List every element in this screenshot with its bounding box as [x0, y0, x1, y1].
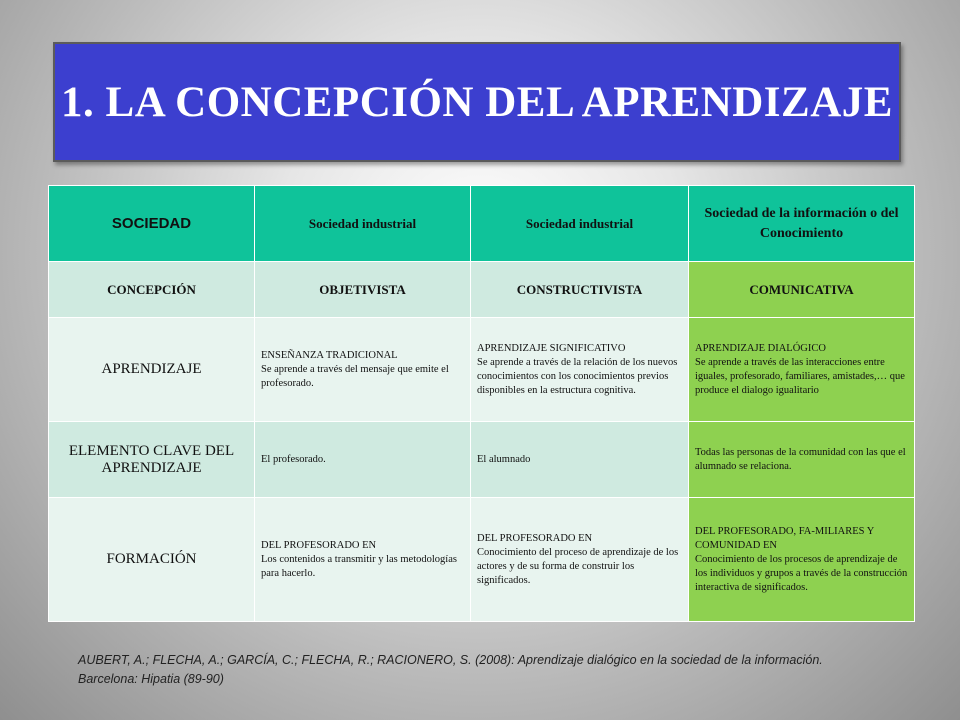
concepcion-table [48, 185, 915, 622]
aprendizaje-constructivista-text: Se aprende a través de la relación de los nuevos conocimientos con los conocimientos previos disponibles en la estructura cognitiva. [477, 356, 678, 396]
aprendizaje-objetivista-text: Se aprende a través del mensaje que emite el profesorado. [261, 363, 449, 389]
aprendizaje-constructivista-heading: APRENDIZAJE SIGNIFICATIVO [477, 342, 626, 354]
citation [78, 651, 938, 689]
aprendizaje-objetivista [255, 318, 471, 422]
formacion-constructivista-text: Conocimiento del proceso de aprendizaje de los actores y de su forma de construir los significados. [477, 546, 679, 586]
elemento-label: ELEMENTO CLAVE DEL APRENDIZAJE [49, 422, 255, 498]
elemento-comunicativa: Todas las personas de la comunidad con las que el alumnado se relaciona. [689, 422, 915, 498]
header-cell-sociedad: SOCIEDAD [49, 186, 255, 262]
concepcion-comunicativa: COMUNICATIVA [689, 262, 915, 318]
header-cell-industrial-2: Sociedad industrial [471, 186, 689, 262]
formacion-objetivista-heading: DEL PROFESORADO EN [261, 539, 377, 551]
elemento-objetivista: El profesorado. [255, 422, 471, 498]
concepcion-label: CONCEPCIÓN [49, 262, 255, 318]
aprendizaje-row [49, 318, 915, 422]
formacion-constructivista-heading: DEL PROFESORADO EN [477, 532, 593, 544]
aprendizaje-comunicativa-text: Se aprende a través de las interacciones entre iguales, profesorado, familiares, amistades,… que produce el dialogo igualitario [695, 356, 905, 396]
title-banner [53, 42, 901, 162]
citation-line-2: Barcelona: Hipatia (89-90) [78, 672, 224, 686]
aprendizaje-comunicativa-heading: APRENDIZAJE DIALÓGICO [695, 342, 826, 354]
concepcion-constructivista: CONSTRUCTIVISTA [471, 262, 689, 318]
formacion-objetivista-text: Los contenidos a transmitir y las metodologías para hacerlo. [261, 553, 457, 579]
concepcion-objetivista: OBJETIVISTA [255, 262, 471, 318]
aprendizaje-constructivista [471, 318, 689, 422]
formacion-comunicativa-text: Conocimiento de los procesos de aprendizaje de los individuos y grupos a través de la construcción interactiva de significados. [695, 553, 908, 593]
aprendizaje-label: APRENDIZAJE [49, 318, 255, 422]
formacion-constructivista [471, 498, 689, 622]
elemento-constructivista: El alumnado [471, 422, 689, 498]
page-title: 1. LA CONCEPCIÓN DEL APRENDIZAJE [61, 78, 893, 126]
formacion-objetivista [255, 498, 471, 622]
concepcion-row [49, 262, 915, 318]
formacion-comunicativa [689, 498, 915, 622]
header-cell-industrial-1: Sociedad industrial [255, 186, 471, 262]
header-cell-informacion: Sociedad de la información o del Conocimiento [689, 186, 915, 262]
formacion-row [49, 498, 915, 622]
header-row [49, 186, 915, 262]
formacion-comunicativa-heading: DEL PROFESORADO, FA-MILIARES Y COMUNIDAD EN [695, 525, 874, 551]
formacion-label: FORMACIÓN [49, 498, 255, 622]
aprendizaje-comunicativa [689, 318, 915, 422]
aprendizaje-objetivista-heading: ENSEÑANZA TRADICIONAL [261, 349, 398, 361]
elemento-row [49, 422, 915, 498]
citation-line-1: AUBERT, A.; FLECHA, A.; GARCÍA, C.; FLECHA, R.; RACIONERO, S. (2008): Aprendizaje dialógico en la sociedad de la información. [78, 653, 823, 667]
